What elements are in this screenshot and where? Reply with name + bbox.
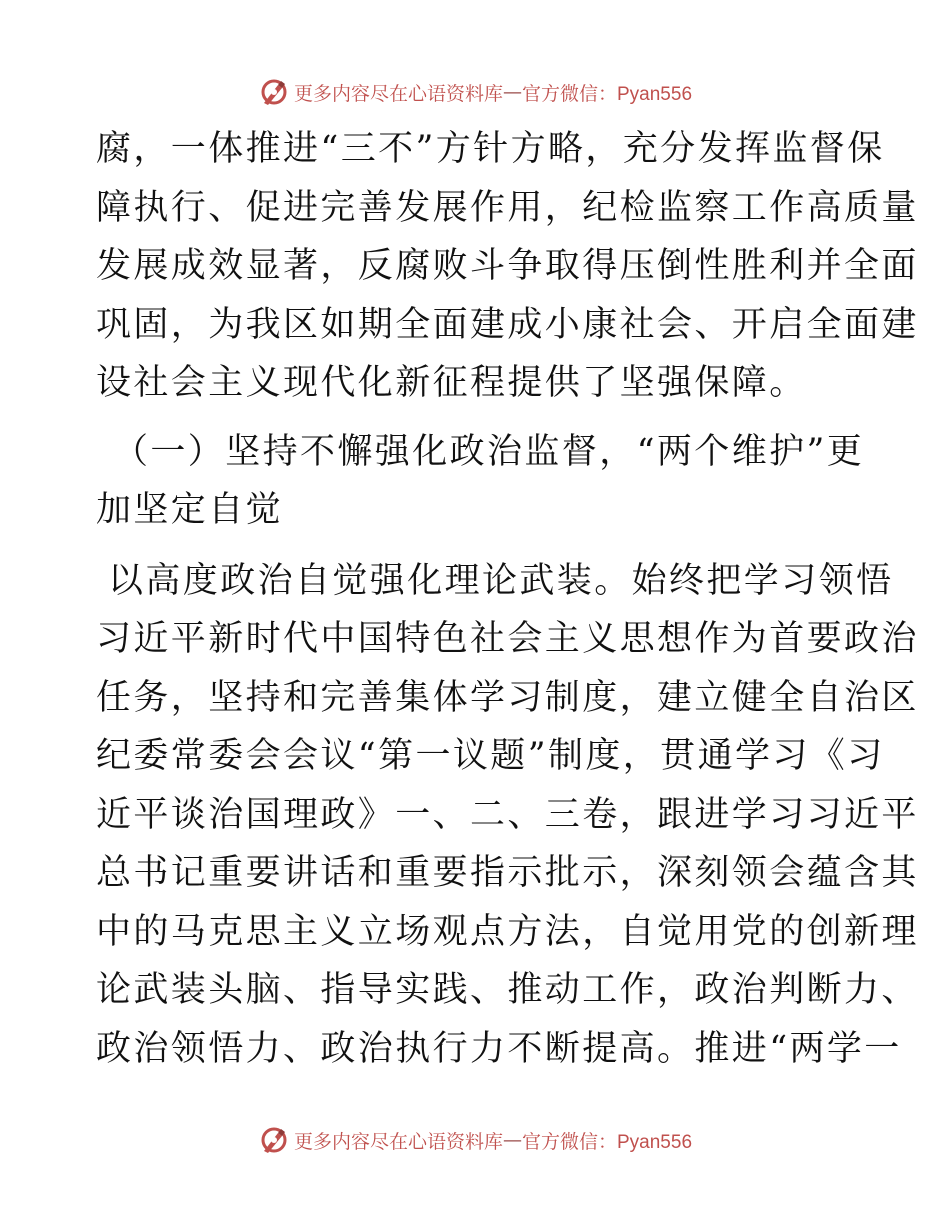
text-line: 近平谈治国理政》一、二、三卷，跟进学习习近平 [96, 794, 919, 835]
section-heading [96, 423, 865, 540]
paragraph-theory [96, 552, 919, 1079]
heading-line: 加坚定自觉 [96, 490, 284, 530]
text-line: 发展成效显著，反腐败斗争取得压倒性胜利并全面 [96, 246, 919, 286]
text-line: 习近平新时代中国特色社会主义思想作为首要政治 [96, 619, 919, 659]
watermark-text: 更多内容尽在心语资料库 [293, 1130, 503, 1153]
text-line: 任务，坚持和完善集体学习制度，建立健全自治区 [96, 677, 919, 718]
text-line: 总书记重要讲话和重要指示批示，深刻领会蕴含其 [96, 853, 919, 893]
header-watermark-banner [0, 72, 950, 112]
text-line: 设社会主义现代化新征程提供了坚强保障。 [96, 363, 807, 403]
heading-line: （一）坚持不懈强化政治监督，“两个维护”更 [113, 431, 865, 472]
watermark-text: 更多内容尽在心语资料库 [293, 82, 503, 105]
paragraph-intro [96, 120, 919, 413]
text-line: 巩固，为我区如期全面建成小康社会、开启全面建 [96, 304, 919, 345]
pen-circle-logo-icon [258, 1124, 290, 1156]
watermark-separator: — [503, 81, 522, 103]
watermark-separator: — [503, 1129, 522, 1151]
watermark-wechat: 官方微信：Pyan556 [522, 83, 693, 105]
watermark-wechat: 官方微信：Pyan556 [522, 1131, 693, 1153]
footer-watermark-banner [0, 1120, 950, 1160]
text-line: 腐，一体推进“三不”方针方略，充分发挥监督保 [96, 129, 885, 169]
text-line: 纪委常委会会议“第一议题”制度，贯通学习《习 [96, 736, 885, 776]
text-line: 政治领悟力、政治执行力不断提高。推进“两学一 [96, 1028, 902, 1069]
text-line: 论武装头脑、指导实践、推动工作，政治判断力、 [96, 970, 919, 1010]
document-body [96, 120, 919, 1078]
text-line: 以高度政治自觉强化理论武装。始终把学习领悟 [108, 560, 894, 601]
pen-circle-logo-icon [258, 76, 290, 108]
text-line: 障执行、促进完善发展作用，纪检监察工作高质量 [96, 187, 919, 228]
text-line: 中的马克思主义立场观点方法，自觉用党的创新理 [96, 911, 919, 952]
